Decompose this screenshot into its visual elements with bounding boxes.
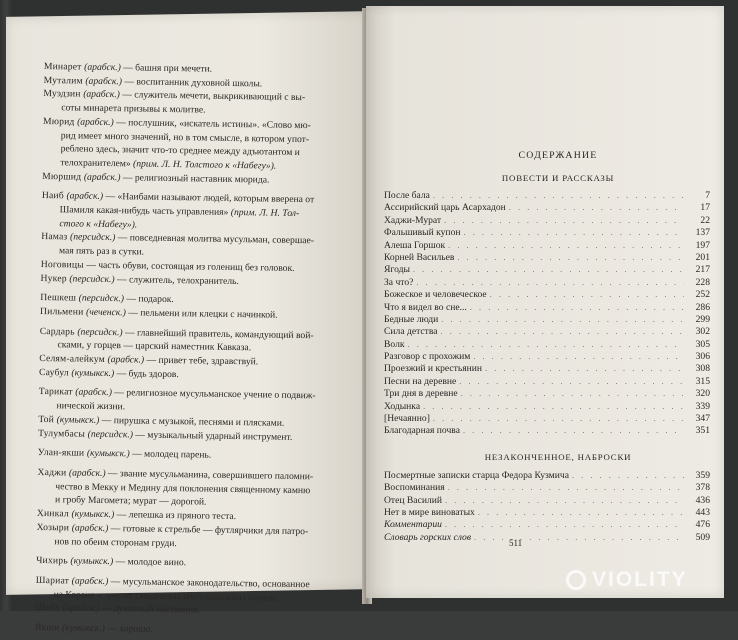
contents-entry-title: Алеша Горшок: [384, 239, 446, 251]
contents-entry-title: [Нечаянно]: [384, 413, 430, 425]
glossary-note: (арабск.): [68, 467, 106, 480]
contents-entry-title: Словарь горских слов: [384, 531, 472, 543]
glossary-note: (арабск.): [77, 116, 114, 128]
glossary-entry: [35, 621, 345, 640]
glossary-definition: чество в Мекку и Медину для поклонения священному камню: [55, 480, 311, 496]
contents-entry-title: Бедные люди: [384, 313, 439, 325]
contents-entry-title: Благодарная почва: [384, 425, 460, 437]
contents-entry-title: Песни на деревне: [384, 375, 457, 387]
contents-list-stories: [384, 190, 710, 438]
contents-entry-title: Хаджи-Мурат: [384, 214, 442, 226]
dot-leader: [482, 363, 684, 375]
glossary-definition: — пирушка с музыкой, песнями и плясками.: [99, 414, 285, 429]
contents-entry-title: Разговор с прохожим: [384, 351, 471, 363]
glossary-term: Минарет: [43, 60, 85, 73]
dot-leader: [456, 376, 684, 388]
dot-leader: [405, 339, 684, 351]
contents-entry: [384, 351, 710, 363]
glossary-definition: и гробу Магомета; мурат — дорогой.: [55, 494, 207, 508]
glossary-term: Муталим: [43, 74, 86, 87]
contents-entry: [384, 202, 710, 214]
glossary-term: Пильмени: [39, 305, 87, 318]
glossary-definition: соты минарета призывы к молитве.: [61, 102, 206, 116]
glossary-note: (кумыкск.): [70, 555, 114, 568]
glossary-term: Шариат: [35, 574, 72, 587]
glossary-note: (прим. Л. Н. Тол-: [230, 206, 300, 220]
glossary-note: (персидск.): [69, 231, 116, 244]
glossary-entry: [41, 189, 352, 235]
dot-leader: [458, 388, 684, 400]
glossary-term: Той: [38, 413, 57, 426]
glossary-note: (арабск.): [85, 75, 123, 87]
glossary-definition: рид имеет много значений, но в том смысле, в котором упот-: [60, 129, 310, 145]
contents-entry-title: Божеское и человеческое: [384, 289, 487, 301]
contents-entry-title: Ходынка: [384, 400, 421, 412]
glossary-definition: — подарок.: [123, 293, 174, 306]
glossary-note: (персидск.): [87, 428, 134, 441]
glossary-definition: — духовный наставник.: [99, 603, 201, 616]
contents-entry: [384, 252, 710, 264]
contents-entry-page: 476: [695, 519, 710, 531]
glossary-note: (арабск.): [83, 171, 121, 183]
glossary-line: [38, 446, 348, 465]
contents-entry-page: 7: [705, 190, 710, 201]
glossary-definition: — хорошо.: [104, 623, 153, 635]
contents-title: СОДЕРЖАНИЕ: [518, 150, 598, 161]
glossary-line: [36, 554, 346, 573]
contents-entry-title: Ассирийский царь Асархадон: [384, 202, 506, 214]
dot-leader: [430, 413, 684, 425]
glossary-note: (кумыкск.): [71, 367, 115, 379]
contents-entry: [384, 363, 710, 375]
glossary-term: Селям-алейкум: [39, 353, 108, 366]
contents-entry-page: 378: [695, 482, 710, 494]
section-heading-unfinished: НЕЗАКОНЧЕННОЕ, НАБРОСКИ: [484, 451, 632, 462]
glossary-note: стого к «Набегу»).: [59, 217, 138, 231]
contents-entry-title: Волк: [384, 338, 405, 350]
glossary-definition: — готовые к стрельбе — футлярчики для патро-: [108, 522, 309, 538]
glossary-entry: [38, 446, 348, 465]
contents-entry-page: 286: [695, 301, 710, 313]
contents-entry-page: 320: [695, 388, 710, 400]
contents-entry: [384, 376, 710, 388]
glossary-note: (арабск.): [75, 387, 113, 399]
dot-leader: [445, 240, 684, 252]
glossary-note: (персидск.): [78, 292, 125, 305]
glossary-note: (чеченск.): [85, 306, 127, 319]
contents-entry-title: Посмертные записки старца Федора Кузмича: [384, 469, 569, 481]
glossary-note: (арабск.): [84, 61, 121, 74]
glossary-note: (арабск.): [71, 522, 109, 534]
contents-entry-title: Корней Васильев: [384, 251, 455, 263]
contents-entry-page: 315: [695, 375, 710, 387]
glossary-definition: нической жизни.: [56, 400, 126, 413]
glossary-term: Хозыри: [36, 521, 72, 534]
contents-entry-title: После бала: [384, 190, 430, 201]
contents-entry: [384, 388, 710, 400]
glossary-entry: [36, 554, 346, 573]
contents-entry-page: 339: [695, 400, 710, 412]
contents-entry: [384, 507, 710, 519]
contents-entry-page: 22: [700, 214, 710, 226]
glossary-note: (кумыкск.): [71, 508, 115, 521]
glossary-definition: — служитель мечети, выкрикивающий с вы-: [119, 89, 306, 104]
glossary-definition: — молодец парень.: [129, 448, 212, 461]
glossary-term: Мюрид: [42, 115, 78, 128]
contents-entry-page: 359: [695, 469, 710, 481]
glossary-definition: мая пять раз в сутки.: [58, 245, 145, 258]
contents-entry-page: 436: [695, 494, 710, 506]
glossary-note: (арабск.): [66, 190, 104, 203]
dot-leader: [454, 252, 684, 264]
dot-leader: [467, 302, 684, 314]
contents-entry-title: Сила детства: [384, 326, 438, 338]
contents-entry-title: Нет в мире виноватых: [384, 506, 475, 518]
glossary-note: (арабск.): [62, 602, 100, 615]
contents-entry: [384, 482, 710, 494]
glossary-definition: — повседневная молитва мусульман, совершае-: [115, 232, 315, 247]
glossary-term: Тарикат: [38, 386, 76, 399]
glossary-note: (прим. Л. Н. Толстого к «Набегу»).: [132, 158, 277, 172]
glossary-definition: на Коране и других священных мусульманских книгах.: [53, 588, 280, 604]
contents-entry-page: 351: [695, 425, 710, 437]
watermark: [566, 568, 688, 592]
contents-entry-page: 347: [695, 413, 710, 425]
dot-leader: [445, 482, 684, 494]
glossary-definition: Шамиля какая-нибудь часть управления»: [59, 204, 231, 218]
glossary-term: Мюршид: [42, 170, 84, 183]
contents-entry-page: 509: [695, 531, 710, 543]
dot-leader: [475, 507, 684, 519]
contents-entry: [384, 264, 710, 276]
glossary-definition: — служитель, телохранитель.: [114, 273, 239, 287]
glossary-definition: — религиозное мусульманское учение о подвиж-: [111, 387, 316, 402]
dot-leader: [438, 326, 684, 338]
dot-leader: [471, 532, 684, 544]
glossary-term: Муэдзин: [43, 88, 84, 101]
glossary-definition: сками, у горцев — царский наместник Кавказа.: [57, 339, 252, 354]
glossary-definition: — звание мусульманина, совершившего паломни-: [105, 468, 314, 483]
contents-entry-page: 302: [695, 326, 710, 338]
contents-entry-page: 137: [695, 227, 710, 239]
contents-entry-page: 201: [695, 251, 710, 263]
glossary-definition: — «Наибами называют людей, которым вверена от: [103, 191, 315, 206]
contents-entry-page: 306: [695, 351, 710, 363]
contents-entry-title: Комментарии: [384, 519, 442, 531]
glossary-note: (кумыкск.): [86, 448, 130, 460]
contents-entry: [384, 532, 710, 544]
glossary-term: Намаз: [41, 231, 71, 243]
contents-entry-page: 305: [695, 338, 710, 350]
glossary-definition: — будь здоров.: [114, 367, 179, 380]
glossary-term: Саубул: [39, 366, 72, 379]
dot-leader: [569, 470, 684, 482]
dot-leader: [487, 289, 684, 301]
glossary-note: (арабск.): [71, 575, 109, 587]
contents-entry-title: Воспоминания: [384, 482, 445, 494]
contents-entry: [384, 314, 710, 326]
contents-entry-page: 308: [695, 363, 710, 375]
contents-entry: [384, 413, 710, 425]
contents-entry-title: Три дня в деревне: [384, 388, 458, 400]
dot-leader: [506, 202, 684, 214]
contents-entry: [384, 227, 710, 239]
dot-leader: [413, 277, 684, 289]
watermark-logo-icon: [566, 570, 586, 590]
contents-entry: [384, 190, 710, 202]
glossary-term: Тулумбасы: [38, 427, 88, 440]
dot-leader: [442, 495, 684, 507]
contents-list-unfinished: [384, 470, 710, 544]
glossary-definition: — пельмени или клецки с начинкой.: [125, 307, 278, 321]
glossary-definition: — главнейший правитель, командующий вой-: [122, 326, 314, 341]
glossary-term: Улан-якши: [37, 447, 87, 460]
watermark-text: VIOLITY: [592, 568, 688, 591]
contents-entry-title: Проезжий и крестьянин: [384, 363, 483, 375]
glossary-definition: — религиозный наставник мюрида.: [120, 171, 270, 186]
glossary-definition: — воспитанник духовной школы.: [121, 75, 263, 90]
glossary-term: Пешкеш: [40, 292, 79, 304]
glossary-definition: — привет тебе, здравствуй.: [144, 354, 259, 368]
table-of-contents: [384, 150, 710, 544]
contents-entry-page: 443: [695, 506, 710, 518]
glossary-definition: реблено здесь, значит что-то среднее между адъютантом и: [60, 143, 300, 159]
glossary-definition: телохранителем»: [60, 157, 134, 170]
glossary-definition: — молодое вино.: [113, 556, 187, 569]
glossary: [35, 60, 354, 640]
glossary-note: (кумыкск.): [56, 414, 100, 426]
contents-entry: [384, 425, 710, 437]
glossary-term: Наиб: [41, 190, 67, 202]
glossary-definition: нов по обеим сторонам груди.: [54, 535, 177, 549]
glossary-note: (кумыкск.): [61, 622, 105, 635]
glossary-term: Хинкал: [36, 508, 72, 520]
contents-entry: [384, 289, 710, 301]
contents-entry-title: За что?: [384, 276, 414, 288]
glossary-definition: — башня при мечети.: [120, 62, 213, 75]
dot-leader: [461, 227, 684, 239]
dot-leader: [420, 401, 684, 413]
dot-leader: [438, 314, 684, 326]
contents-entry: [384, 401, 710, 413]
glossary-term: Ноговицы: [40, 258, 84, 271]
glossary-term: Чихирь: [36, 555, 71, 567]
glossary-term: Шейх: [35, 602, 63, 614]
contents-entry: [384, 495, 710, 507]
contents-entry: [384, 302, 710, 314]
glossary-line: [35, 621, 345, 640]
contents-entry-page: 228: [695, 276, 710, 288]
section-heading-stories: ПОВЕСТИ И РАССКАЗЫ: [501, 173, 615, 183]
glossary-entry: [36, 521, 346, 553]
glossary-entry: [37, 466, 348, 512]
glossary-entry: [42, 115, 353, 175]
contents-entry: [384, 277, 710, 289]
glossary-term: Хаджи: [37, 466, 70, 479]
contents-entry-page: 17: [700, 202, 710, 214]
glossary-definition: — мусульманское законодательство, основанное: [108, 575, 310, 591]
contents-entry-title: Фальшивый купон: [384, 227, 461, 239]
contents-entry-page: 299: [695, 313, 710, 325]
glossary-note: (персидск.): [77, 326, 123, 338]
glossary-definition: — лепешка из пряного теста.: [114, 509, 237, 523]
contents-entry: [384, 339, 710, 351]
dot-leader: [470, 351, 684, 363]
contents-entry: [384, 519, 710, 531]
contents-entry-title: Что я видел во сне...: [384, 301, 467, 313]
dot-leader: [442, 519, 684, 531]
page-number: 511: [509, 538, 523, 548]
contents-entry-page: 252: [695, 289, 710, 301]
dot-leader: [410, 264, 684, 276]
glossary-term: Сардарь: [39, 325, 78, 338]
glossary-definition: — послушник, «искатель истины». «Слово мю-: [113, 116, 311, 132]
glossary-note: (персидск.): [69, 272, 115, 285]
contents-entry: [384, 240, 710, 252]
contents-entry: [384, 470, 710, 482]
dot-leader: [430, 190, 684, 202]
glossary-term: Нукер: [40, 272, 70, 284]
contents-entry-title: Отец Василий: [384, 494, 443, 506]
glossary-note: (арабск.): [83, 89, 120, 101]
contents-entry: [384, 326, 710, 338]
glossary-note: (арабск.): [107, 354, 145, 366]
dot-leader: [441, 215, 684, 227]
contents-entry: [384, 215, 710, 227]
contents-entry-page: 197: [695, 239, 710, 251]
contents-entry-page: 217: [695, 264, 710, 276]
glossary-definition: — часть обуви, состоящая из голенищ без головок.: [83, 259, 295, 274]
contents-entry-title: Ягоды: [384, 264, 410, 276]
glossary-term: Якши: [34, 621, 63, 634]
glossary-definition: — музыкальный ударный инструмент.: [132, 429, 293, 443]
dot-leader: [460, 425, 684, 437]
